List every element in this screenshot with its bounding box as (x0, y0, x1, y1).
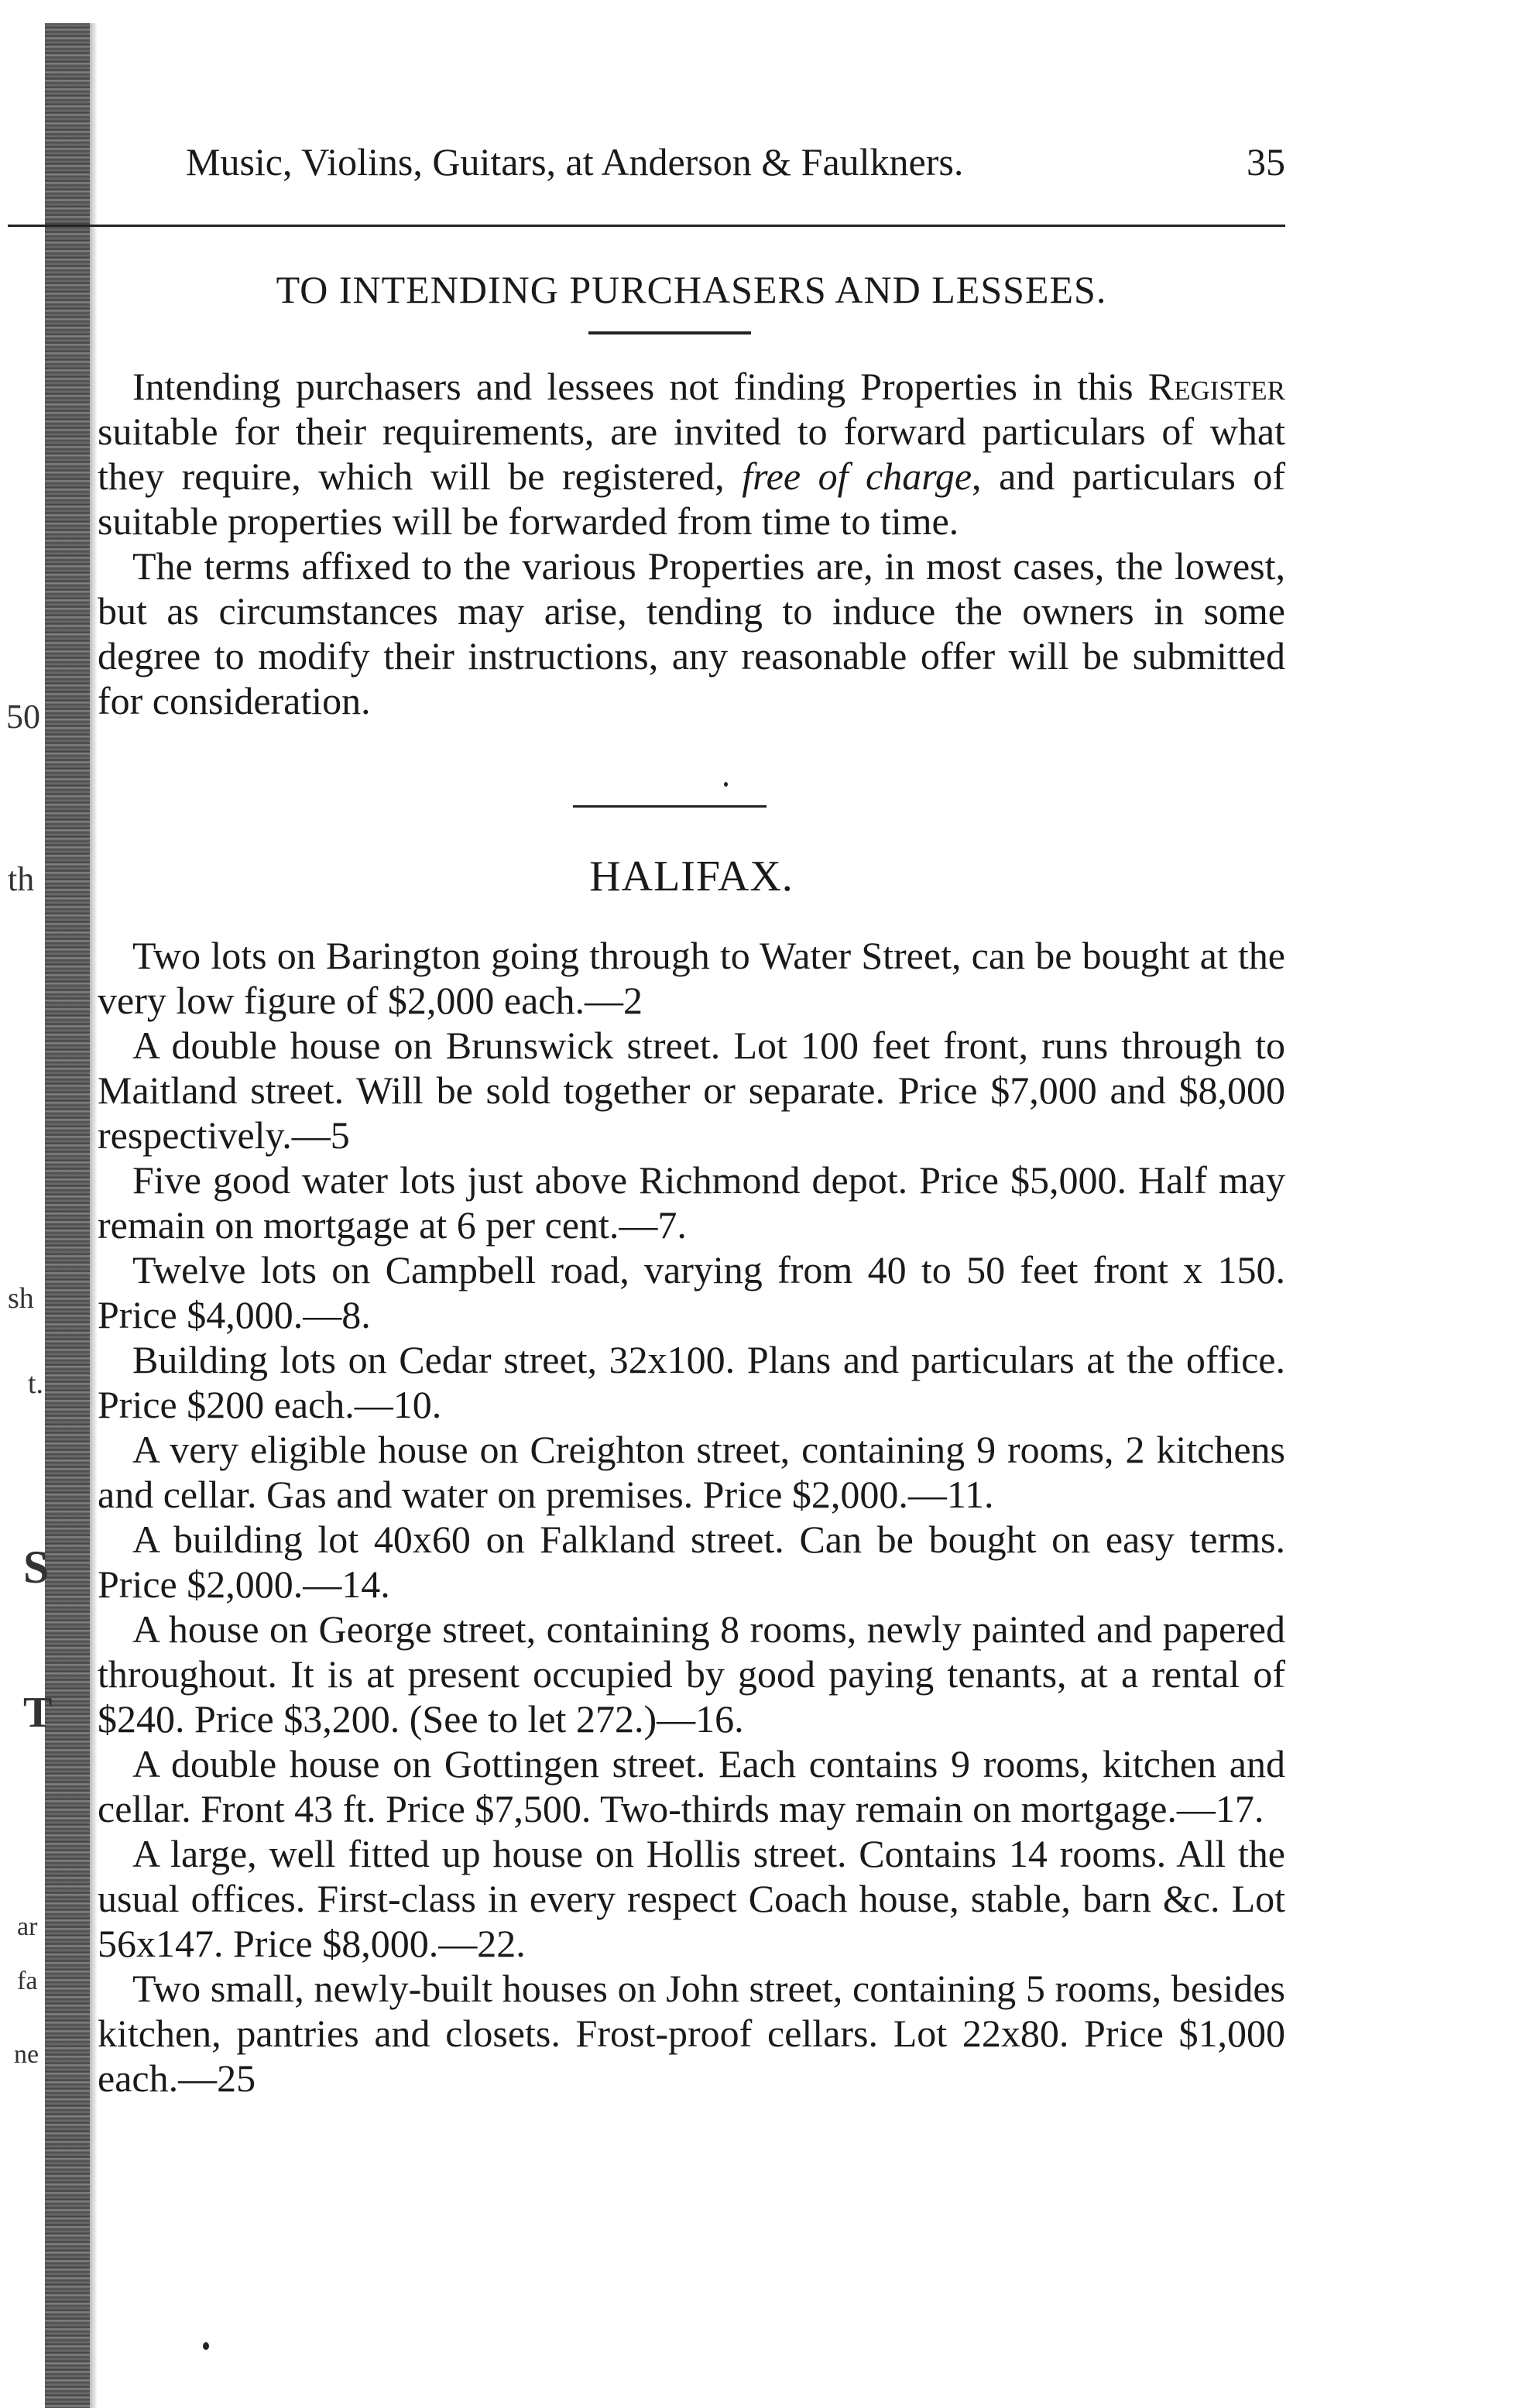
margin-fragment: 50 (6, 698, 40, 736)
margin-fragment: ar (17, 1912, 38, 1941)
margin-fragment: t. (28, 1367, 44, 1400)
register-word: Register (1147, 365, 1285, 408)
running-head (186, 139, 1285, 184)
listing-item: Five good water lots just above Richmond depot. Price $5,000. Half may remain on mortgage at 6 per cent.—7. (98, 1158, 1285, 1247)
margin-fragment: ne (14, 2040, 39, 2069)
listing-item: Building lots on Cedar street, 32x100. Plans and particulars at the office. Price $200 each.—10. (98, 1338, 1285, 1426)
notice-title: TO INTENDING PURCHASERS AND LESSEES. (276, 268, 1107, 311)
binding-edge-shadow (90, 23, 98, 2408)
title-underline-rule (588, 331, 751, 334)
margin-fragment: th (8, 860, 35, 898)
halifax-listings (98, 933, 1285, 2101)
header-rule (8, 225, 1285, 227)
left-margin-fragments (0, 0, 53, 2408)
margin-fragment: fa (17, 1967, 38, 1995)
listing-item: A very eligible house on Creighton street, containing 9 rooms, 2 kitchens and cellar. Gas and water on premises. Price $2,000.—11. (98, 1428, 1285, 1516)
print-speck (724, 782, 728, 787)
page-number: 35 (1247, 140, 1285, 184)
notice-body (98, 364, 1285, 723)
listing-item: A double house on Gottingen street. Each contains 9 rooms, kitchen and cellar. Front 43 ft. Price $7,500. Two-thirds may remain on mortgage.—17. (98, 1742, 1285, 1830)
book-binding-gutter (45, 23, 90, 2408)
print-speck (203, 2342, 209, 2350)
listing-item: Twelve lots on Campbell road, varying from 40 to 50 feet front x 150. Price $4,000.—8. (98, 1248, 1285, 1336)
listing-item: A large, well fitted up house on Hollis street. Contains 14 rooms. All the usual offices. First-class in every respect Coach house, stable, barn &c. Lot 56x147. Price $8,000.—22. (98, 1832, 1285, 1965)
notice-paragraph-2: The terms affixed to the various Properties are, in most cases, the lowest, but as circumstances may arise, tending to induce the owners in some degree to modify their instructions, any reasonable offer will be submitted for consideration. (98, 544, 1285, 722)
running-title: Music, Violins, Guitars, at Anderson & Faulkners. (186, 140, 964, 184)
margin-fragment: sh (8, 1282, 34, 1315)
notice-paragraph-1: Intending purchasers and lessees not finding Properties in this Register suitable for their requirements, are invited to forward particulars of what they require, which will be registered, free of charge, and particulars of suitable properties will be forwarded from time to time. (98, 365, 1285, 543)
listing-item: Two small, newly-built houses on John street, containing 5 rooms, besides kitchen, pantries and closets. Frost-proof cellars. Lot 22x80. Price $1,000 each.—25 (98, 1967, 1285, 2100)
margin-fragment: T (23, 1689, 53, 1737)
listing-item: A building lot 40x60 on Falkland street. Can be bought on easy terms. Price $2,000.—14. (98, 1518, 1285, 1606)
listing-item: A house on George street, containing 8 rooms, newly painted and papered throughout. It is at present occupied by good paying tenants, at a rental of $240. Price $3,200. (See to let 272.)—16. (98, 1607, 1285, 1741)
margin-fragment: S (23, 1542, 50, 1593)
free-of-charge-phrase: free of charge (742, 455, 972, 498)
listing-item: A double house on Brunswick street. Lot 100 feet front, runs through to Maitland street. Will be sold together or separate. Price $7,000 and $8,000 respectively.—5 (98, 1024, 1285, 1157)
halifax-title: HALIFAX. (589, 852, 794, 900)
listing-item: Two lots on Barington going through to Water Street, can be bought at the very low figure of $2,000 each.—2 (98, 934, 1285, 1022)
section-divider-rule (573, 805, 767, 808)
